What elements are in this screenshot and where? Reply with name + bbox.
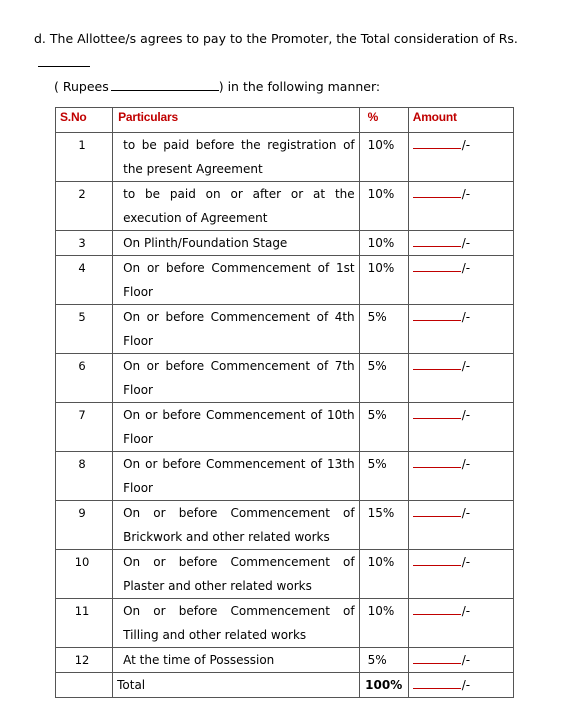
amount-blank-line	[413, 604, 461, 615]
amount-suffix: /-	[461, 653, 471, 667]
row-percent: 10%	[359, 133, 408, 182]
amount-suffix: /-	[461, 408, 471, 422]
total-amount	[408, 673, 513, 698]
payment-clause	[34, 27, 564, 99]
row-sno: 12	[56, 648, 113, 673]
row-amount	[408, 550, 513, 599]
header-amount: Amount	[408, 108, 513, 133]
rupees-label: ( Rupees	[54, 79, 109, 94]
table-row	[56, 182, 514, 231]
header-particulars: Particulars	[113, 108, 360, 133]
row-sno: 3	[56, 231, 113, 256]
amount-suffix: /-	[461, 310, 471, 324]
total-row	[56, 673, 514, 698]
row-percent: 10%	[359, 599, 408, 648]
total-label: Total	[113, 673, 360, 698]
table-row	[56, 256, 514, 305]
amount-blank-line	[413, 261, 461, 272]
amount-suffix: /-	[461, 138, 471, 152]
row-particulars: On or before Commencement of Plaster and other related works	[113, 550, 360, 599]
row-percent: 5%	[359, 452, 408, 501]
table-row	[56, 403, 514, 452]
amount-suffix: /-	[461, 604, 471, 618]
row-particulars: to be paid on or after or at the execution of Agreement	[113, 182, 360, 231]
row-amount	[408, 354, 513, 403]
row-sno: 9	[56, 501, 113, 550]
total-sno-cell	[56, 673, 113, 698]
table-row	[56, 648, 514, 673]
rs-amount-blank	[38, 66, 90, 67]
row-percent: 5%	[359, 648, 408, 673]
table-row	[56, 550, 514, 599]
row-sno: 10	[56, 550, 113, 599]
table-row	[56, 501, 514, 550]
row-particulars: On Plinth/Foundation Stage	[113, 231, 360, 256]
row-percent: 5%	[359, 354, 408, 403]
table-row	[56, 599, 514, 648]
row-percent: 10%	[359, 182, 408, 231]
amount-suffix: /-	[461, 678, 471, 692]
row-amount	[408, 403, 513, 452]
row-sno: 1	[56, 133, 113, 182]
amount-blank-line	[413, 653, 461, 664]
row-particulars: to be paid before the registration of the present Agreement	[113, 133, 360, 182]
row-particulars: At the time of Possession	[113, 648, 360, 673]
amount-blank-line	[413, 457, 461, 468]
amount-blank-line	[413, 187, 461, 198]
amount-suffix: /-	[461, 359, 471, 373]
table-row	[56, 231, 514, 256]
row-percent: 5%	[359, 403, 408, 452]
row-sno: 11	[56, 599, 113, 648]
row-amount	[408, 231, 513, 256]
amount-blank-line	[413, 408, 461, 419]
table-header-row	[56, 108, 514, 133]
row-amount	[408, 599, 513, 648]
row-percent: 15%	[359, 501, 408, 550]
table-row	[56, 452, 514, 501]
row-particulars: On or before Commencement of 10th Floor	[113, 403, 360, 452]
row-amount	[408, 256, 513, 305]
amount-suffix: /-	[461, 457, 471, 471]
row-amount	[408, 501, 513, 550]
amount-blank-line	[413, 678, 461, 689]
row-percent: 10%	[359, 231, 408, 256]
row-sno: 5	[56, 305, 113, 354]
row-amount	[408, 305, 513, 354]
row-amount	[408, 648, 513, 673]
clause-line-2	[34, 75, 564, 99]
row-amount	[408, 133, 513, 182]
rupees-words-blank	[111, 78, 219, 91]
manner-text: ) in the following manner:	[218, 79, 381, 94]
row-percent: 10%	[359, 550, 408, 599]
row-particulars: On or before Commencement of 4th Floor	[113, 305, 360, 354]
row-percent: 5%	[359, 305, 408, 354]
row-particulars: On or before Commencement of 7th Floor	[113, 354, 360, 403]
total-percent: 100%	[359, 673, 408, 698]
row-particulars: On or before Commencement of Tilling and other related works	[113, 599, 360, 648]
amount-blank-line	[413, 236, 461, 247]
table-row	[56, 354, 514, 403]
amount-blank-line	[413, 506, 461, 517]
table-body	[56, 133, 514, 673]
row-sno: 7	[56, 403, 113, 452]
row-percent: 10%	[359, 256, 408, 305]
amount-suffix: /-	[461, 555, 471, 569]
clause-text: d. The Allottee/s agrees to pay to the Promoter, the Total consideration of Rs.	[34, 31, 518, 46]
row-sno: 8	[56, 452, 113, 501]
row-amount	[408, 182, 513, 231]
amount-suffix: /-	[461, 187, 471, 201]
row-particulars: On or before Commencement of 13th Floor	[113, 452, 360, 501]
row-amount	[408, 452, 513, 501]
header-sno: S.No	[56, 108, 113, 133]
payment-schedule-table	[55, 107, 514, 698]
row-sno: 6	[56, 354, 113, 403]
row-particulars: On or before Commencement of 1st Floor	[113, 256, 360, 305]
amount-blank-line	[413, 359, 461, 370]
amount-suffix: /-	[461, 506, 471, 520]
amount-blank-line	[413, 138, 461, 149]
table-row	[56, 133, 514, 182]
clause-line-1	[34, 27, 564, 75]
header-percent: %	[359, 108, 408, 133]
row-particulars: On or before Commencement of Brickwork and other related works	[113, 501, 360, 550]
amount-blank-line	[413, 555, 461, 566]
row-sno: 4	[56, 256, 113, 305]
table-row	[56, 305, 514, 354]
amount-blank-line	[413, 310, 461, 321]
amount-suffix: /-	[461, 236, 471, 250]
amount-suffix: /-	[461, 261, 471, 275]
row-sno: 2	[56, 182, 113, 231]
